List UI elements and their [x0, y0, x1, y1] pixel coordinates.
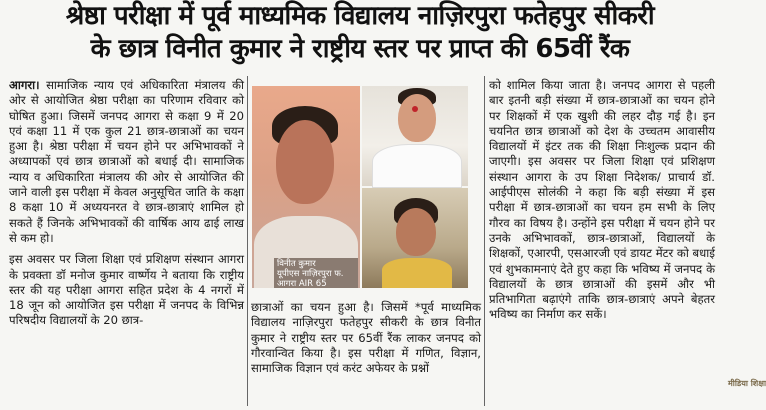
caption-line-1: विनीत कुमार — [277, 259, 316, 269]
photo-caption — [274, 258, 358, 288]
article-column-2 — [251, 300, 481, 410]
article-column-3 — [489, 78, 715, 408]
column-1-text-1: सामाजिक न्याय एवं अधिकारिता मंत्रालय की ओर से आयोजित श्रेष्ठा परीक्षा का परिणाम रविवार को घोषित हुआ। जिसमें जनपद आगरा से कक्षा 9 में 20 एवं कक्षा 11 में एक कुल 21 छात्र-छात्राओं का चयन हुआ है। श्रेष्ठा परीक्षा में चयन होने पर अभिभावकों ने अध्यापकों एवं छात्र छात्राओं को बधाई दी। सामाजिक न्याय व अधिकारिता मंत्रालय की ओर से आयोजित की जाने वाली इस परीक्षा में केवल अनुसूचित जाति के कक्षा 8 कक्षा 10 में अध्ययनरत वे छात्र-छात्राएं शामिल हो सकते हैं जिनके अभिभावकों की वार्षिक आय ढाई लाख से कम हो। — [9, 78, 244, 245]
headline — [0, 0, 720, 70]
column-1-paragraph-2: इस अवसर पर जिला शिक्षा एवं प्रशिक्षण संस्थान आगरा के प्रवक्ता डॉ मनोज कुमार वार्ष्णेय ने बताया कि राष्ट्रीय स्तर की यह परीक्षा आगरा सहित प्रदेश के 4 नगरों में 18 जून को आयोजित इस परीक्षा में जनपद के विभिन्न परिषदीय विद्यालयों के 20 छात्र- — [9, 252, 244, 328]
caption-line-2: यूपीएस नाज़िरपुरा फ. — [277, 269, 344, 279]
column-3-paragraph: को शामिल किया जाता है। जनपद आगरा से पहली बार इतनी बड़ी संख्या में छात्र-छात्राओं का चयन होने पर शिक्षकों में एक खुशी की लहर दौड़ गई है। इन चयनित छात्र छात्राओं को देश के उच्चतम आवासीय विद्यालयों में इंटर तक की शिक्षा निःशुल्क प्रदान की जाएगी। इस अवसर पर जिला शिक्षा एवं प्रशिक्षण संस्थान आगरा के उप शिक्षा निदेशक/ प्राचार्य डॉ. आईपीएस सोलंकी ने कहा कि बड़ी संख्या में इस परीक्षा में छात्र-छात्राओं का चयन हम सभी के लिए गौरव का विषय है। उन्होंने इस परीक्षा में चयन होने पर उनके अभिभावकों, छात्र-छात्राओं, विद्यालयों के शिक्षकों, एआरपी, एसआरजी एवं डायट मेंटर को बधाई एवं शुभकामनाएं देते हुए कहा कि भविष्य में जनपद के विद्यालयों के छात्र छात्राओं की इसमें और भी प्रतिभागिता बढ़ाएंगे ताकि छात्र-छात्राएं अपने बेहतर भविष्य का निर्माण कर सकें। — [489, 78, 715, 322]
column-divider-1 — [247, 76, 248, 406]
column-2-paragraph: छात्राओं का चयन हुआ है। जिसमें *पूर्व माध्यमिक विद्यालय नाज़िरपुरा फतेहपुर सीकरी के छात्र विनीत कुमार ने राष्ट्रीय स्तर पर 65वीं रैंक लाकर जनपद को गौरवान्वित किया है। इस परीक्षा में गणित, विज्ञान, सामाजिक विज्ञान एवं करंट अफेयर के प्रश्नों — [251, 300, 481, 376]
official-photo — [362, 86, 468, 186]
article-column-1 — [9, 78, 244, 408]
headline-line-2: के छात्र विनीत कुमार ने राष्ट्रीय स्तर पर प्राप्त की 65वीं रैंक — [90, 34, 630, 64]
caption-line-3: आगरा AIR 65 — [277, 279, 327, 289]
headline-line-1: श्रेष्ठा परीक्षा में पूर्व माध्यमिक विद्यालय नाज़िरपुरा फतेहपुर सीकरी — [65, 1, 655, 31]
wall-text: मीडिया शिक्षा — [728, 379, 766, 388]
column-1-paragraph-1 — [9, 78, 244, 246]
dateline: आगरा। — [9, 78, 40, 92]
column-divider-2 — [484, 76, 485, 406]
